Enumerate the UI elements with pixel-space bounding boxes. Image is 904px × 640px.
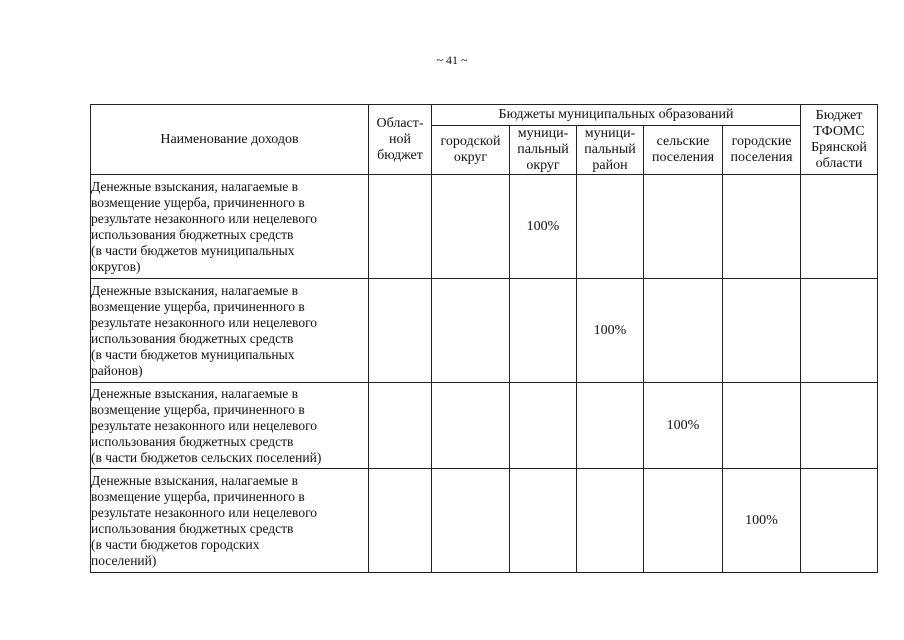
value-cell: [801, 469, 878, 573]
header-municipal-budgets: Бюджеты муниципальных образований: [432, 105, 801, 126]
value-cell: [432, 383, 510, 469]
header-urban-settlements: городские поселения: [723, 126, 801, 175]
value-cell: [369, 175, 432, 279]
table-row: [91, 175, 878, 279]
value-cell: [369, 469, 432, 573]
value-cell: [369, 279, 432, 383]
header-regional-budget: Област- ной бюджет: [369, 105, 432, 175]
income-name-cell: Денежные взыскания, налагаемые в возмещение ущерба, причиненного в результате незаконного или нецелевого использования бюджетных средств (в части бюджетов муниципальных округов): [91, 175, 369, 279]
value-cell: [644, 469, 723, 573]
value-cell: [577, 383, 644, 469]
page-number: ~ 41 ~: [436, 53, 468, 67]
value-cell: [723, 279, 801, 383]
value-cell: [723, 175, 801, 279]
value-cell: 100%: [723, 469, 801, 573]
value-cell: [432, 279, 510, 383]
value-cell: [510, 383, 577, 469]
value-cell: [432, 469, 510, 573]
value-cell: [801, 279, 878, 383]
income-name-cell: Денежные взыскания, налагаемые в возмещение ущерба, причиненного в результате незаконного или нецелевого использования бюджетных средств (в части бюджетов сельских поселений): [91, 383, 369, 469]
income-distribution-table: [90, 104, 878, 573]
income-name-cell: Денежные взыскания, налагаемые в возмещение ущерба, причиненного в результате незаконного или нецелевого использования бюджетных средств (в части бюджетов муниципальных районов): [91, 279, 369, 383]
header-municipal-district: муници- пальный округ: [510, 126, 577, 175]
value-cell: [723, 383, 801, 469]
value-cell: [577, 175, 644, 279]
header-income-name: Наименование доходов: [91, 105, 369, 175]
income-name-cell: Денежные взыскания, налагаемые в возмещение ущерба, причиненного в результате незаконного или нецелевого использования бюджетных средств (в части бюджетов городских поселений): [91, 469, 369, 573]
value-cell: [644, 175, 723, 279]
value-cell: [432, 175, 510, 279]
value-cell: 100%: [510, 175, 577, 279]
value-cell: [644, 279, 723, 383]
value-cell: 100%: [644, 383, 723, 469]
value-cell: 100%: [577, 279, 644, 383]
header-municipal-area: муници- пальный район: [577, 126, 644, 175]
value-cell: [510, 469, 577, 573]
header-city-district: городской округ: [432, 126, 510, 175]
table-row: [91, 383, 878, 469]
header-rural-settlements: сельские поселения: [644, 126, 723, 175]
value-cell: [801, 383, 878, 469]
value-cell: [801, 175, 878, 279]
header-tfoms-budget: Бюджет ТФОМС Брянской области: [801, 105, 878, 175]
value-cell: [577, 469, 644, 573]
table-row: [91, 469, 878, 573]
value-cell: [369, 383, 432, 469]
table-row: [91, 279, 878, 383]
value-cell: [510, 279, 577, 383]
